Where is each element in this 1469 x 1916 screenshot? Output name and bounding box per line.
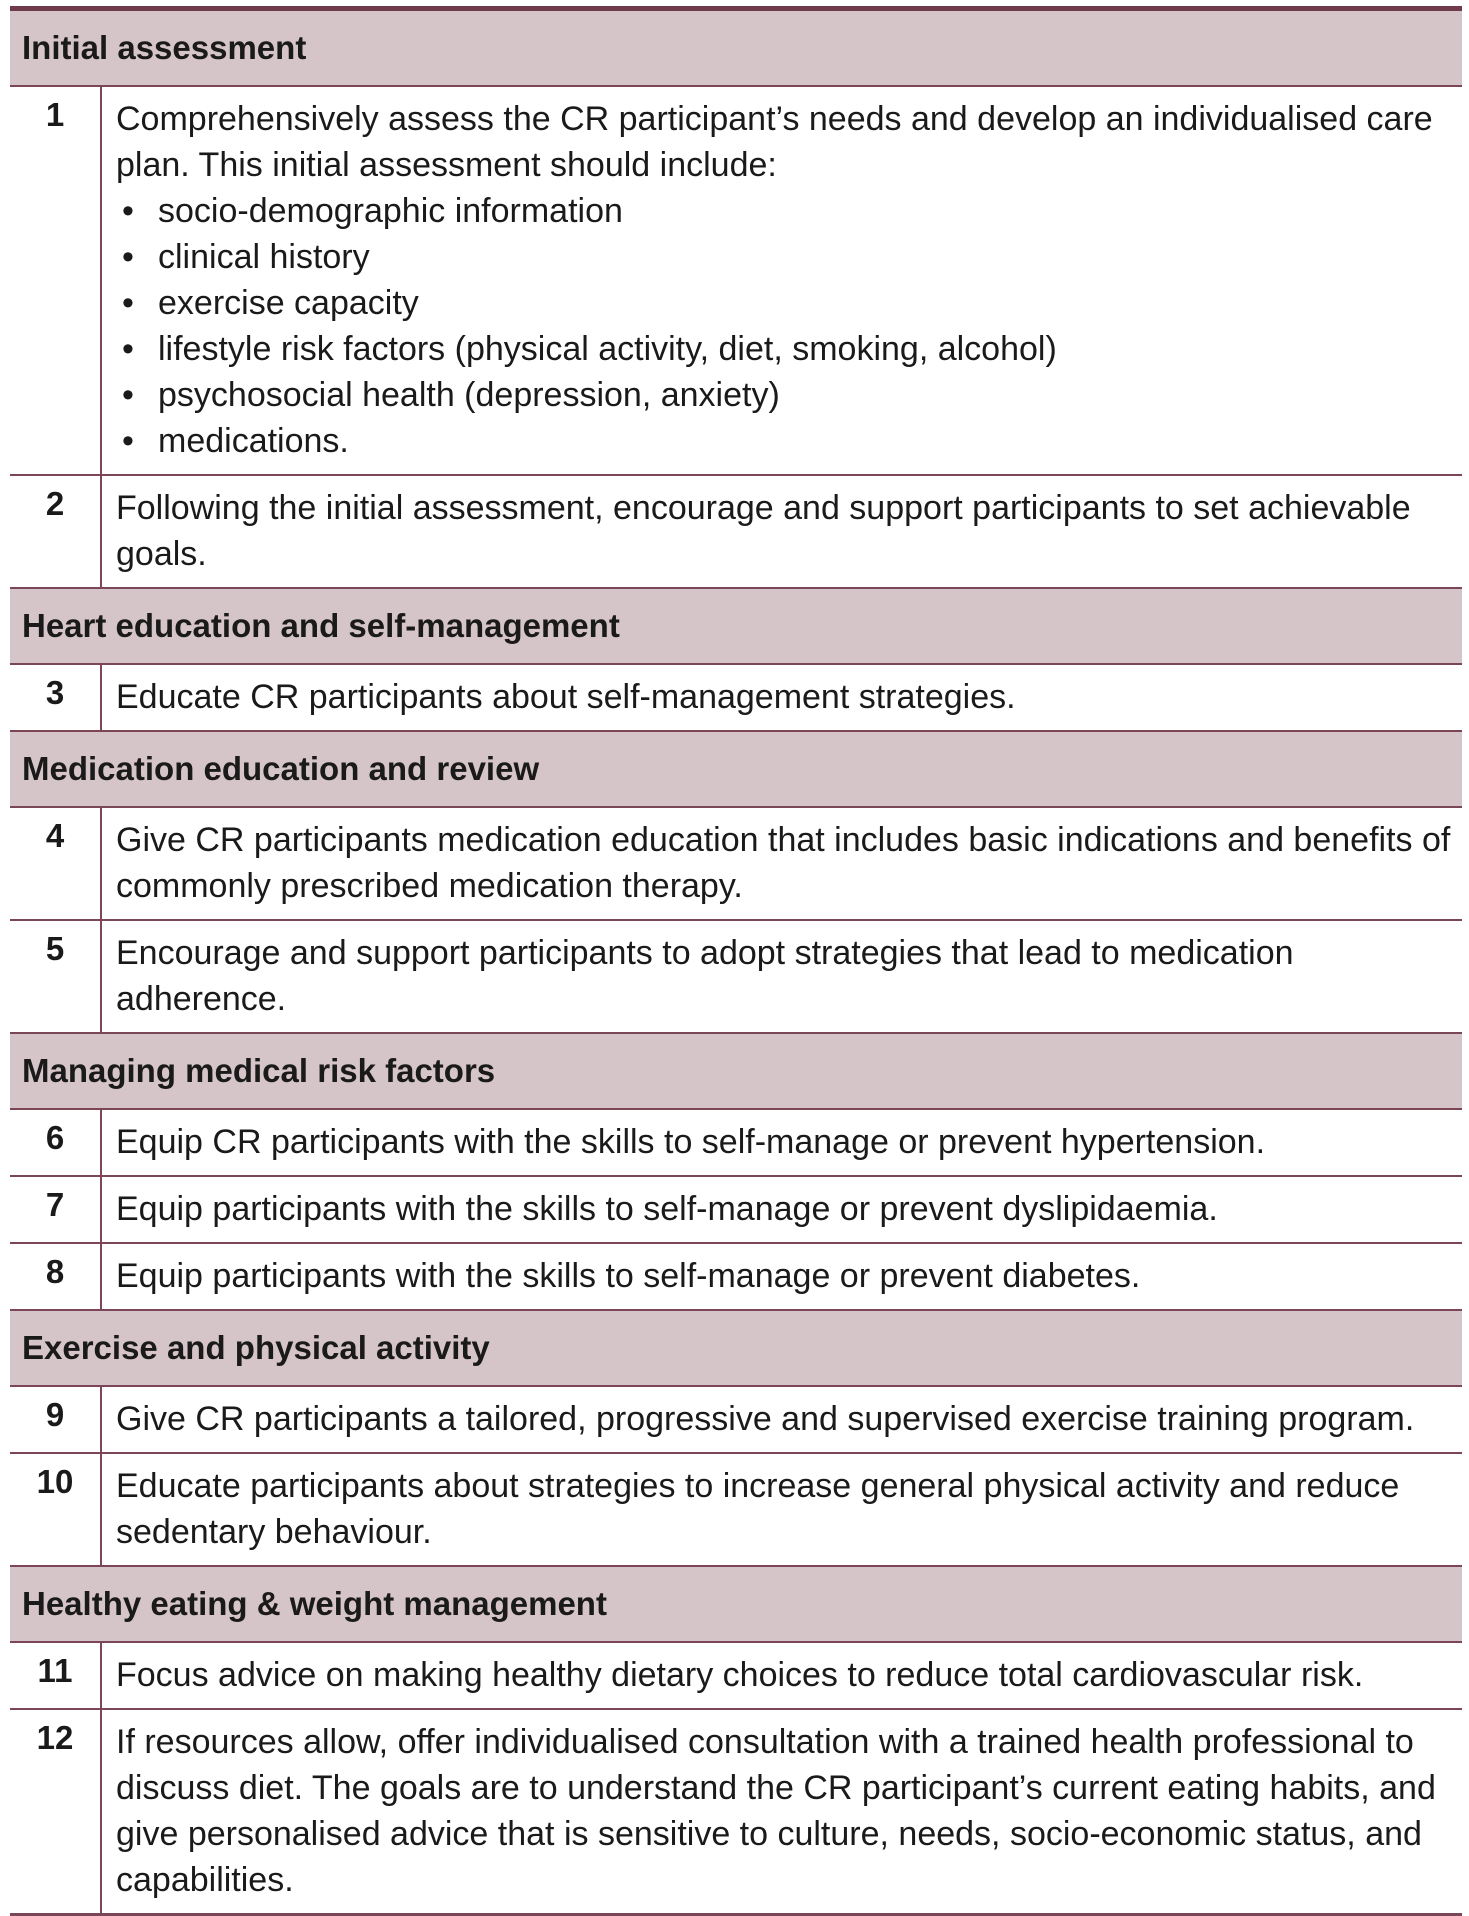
table-row bbox=[10, 87, 1462, 476]
recommendations-table bbox=[10, 6, 1462, 1916]
item-number: 10 bbox=[10, 1454, 102, 1565]
item-paragraph: Educate participants about strategies to increase general physical activity and reduce sedentary behaviour. bbox=[116, 1467, 1400, 1551]
item-number: 11 bbox=[10, 1643, 102, 1708]
item-text bbox=[102, 1643, 1462, 1708]
item-text bbox=[102, 1110, 1462, 1175]
table-row bbox=[10, 476, 1462, 589]
item-number: 3 bbox=[10, 665, 102, 730]
item-number: 6 bbox=[10, 1110, 102, 1175]
item-text bbox=[102, 1387, 1462, 1452]
section-header: Heart education and self-management bbox=[10, 589, 1462, 665]
item-number: 2 bbox=[10, 476, 102, 587]
table-row bbox=[10, 1454, 1462, 1567]
item-text bbox=[102, 1244, 1462, 1309]
item-number: 1 bbox=[10, 87, 102, 474]
item-text bbox=[102, 87, 1462, 474]
table-row bbox=[10, 1110, 1462, 1177]
table-row bbox=[10, 921, 1462, 1034]
item-paragraph: Educate CR participants about self-management strategies. bbox=[116, 678, 1016, 716]
bullet-item: • psychosocial health (depression, anxiety) bbox=[116, 372, 1458, 418]
item-number: 7 bbox=[10, 1177, 102, 1242]
item-paragraph: Encourage and support participants to adopt strategies that lead to medication adherence. bbox=[116, 934, 1294, 1018]
item-text bbox=[102, 808, 1462, 919]
bullet-list bbox=[116, 188, 1458, 464]
section-header: Managing medical risk factors bbox=[10, 1034, 1462, 1110]
table-row bbox=[10, 1244, 1462, 1311]
item-text bbox=[102, 476, 1462, 587]
bullet-item: • exercise capacity bbox=[116, 280, 1458, 326]
item-number: 4 bbox=[10, 808, 102, 919]
bullet-item: • medications. bbox=[116, 418, 1458, 464]
item-paragraph: Following the initial assessment, encourage and support participants to set achievable goals. bbox=[116, 489, 1411, 573]
table-row bbox=[10, 1177, 1462, 1244]
item-text bbox=[102, 1177, 1462, 1242]
item-paragraph: Equip CR participants with the skills to self-manage or prevent hypertension. bbox=[116, 1123, 1266, 1161]
item-number: 12 bbox=[10, 1710, 102, 1913]
item-paragraph: Comprehensively assess the CR participant’s needs and develop an individualised care plan. This initial assessment should include: bbox=[116, 100, 1433, 184]
table-row bbox=[10, 1643, 1462, 1710]
table-row bbox=[10, 808, 1462, 921]
item-paragraph: Give CR participants a tailored, progressive and supervised exercise training program. bbox=[116, 1400, 1415, 1438]
item-paragraph: Give CR participants medication education that includes basic indications and benefits of commonly prescribed medication therapy. bbox=[116, 821, 1451, 905]
item-text bbox=[102, 665, 1462, 730]
section-header: Medication education and review bbox=[10, 732, 1462, 808]
item-paragraph: Equip participants with the skills to self-manage or prevent diabetes. bbox=[116, 1257, 1141, 1295]
bullet-item: • lifestyle risk factors (physical activity, diet, smoking, alcohol) bbox=[116, 326, 1458, 372]
item-paragraph: Equip participants with the skills to self-manage or prevent dyslipidaemia. bbox=[116, 1190, 1218, 1228]
item-paragraph: If resources allow, offer individualised consultation with a trained health professional to discuss diet. The goals are to understand the CR participant’s current eating habits, and give personalised advice that is sensitive to culture, needs, socio-economic status, and capabilities. bbox=[116, 1723, 1436, 1899]
item-text bbox=[102, 921, 1462, 1032]
item-text bbox=[102, 1710, 1462, 1913]
section-header: Healthy eating & weight management bbox=[10, 1567, 1462, 1643]
table-row bbox=[10, 665, 1462, 732]
section-header: Initial assessment bbox=[10, 11, 1462, 87]
table-row bbox=[10, 1710, 1462, 1916]
item-paragraph: Focus advice on making healthy dietary choices to reduce total cardiovascular risk. bbox=[116, 1656, 1364, 1694]
item-number: 8 bbox=[10, 1244, 102, 1309]
table-row bbox=[10, 1387, 1462, 1454]
section-header: Exercise and physical activity bbox=[10, 1311, 1462, 1387]
item-number: 9 bbox=[10, 1387, 102, 1452]
bullet-item: • clinical history bbox=[116, 234, 1458, 280]
item-number: 5 bbox=[10, 921, 102, 1032]
item-text bbox=[102, 1454, 1462, 1565]
bullet-item: • socio-demographic information bbox=[116, 188, 1458, 234]
